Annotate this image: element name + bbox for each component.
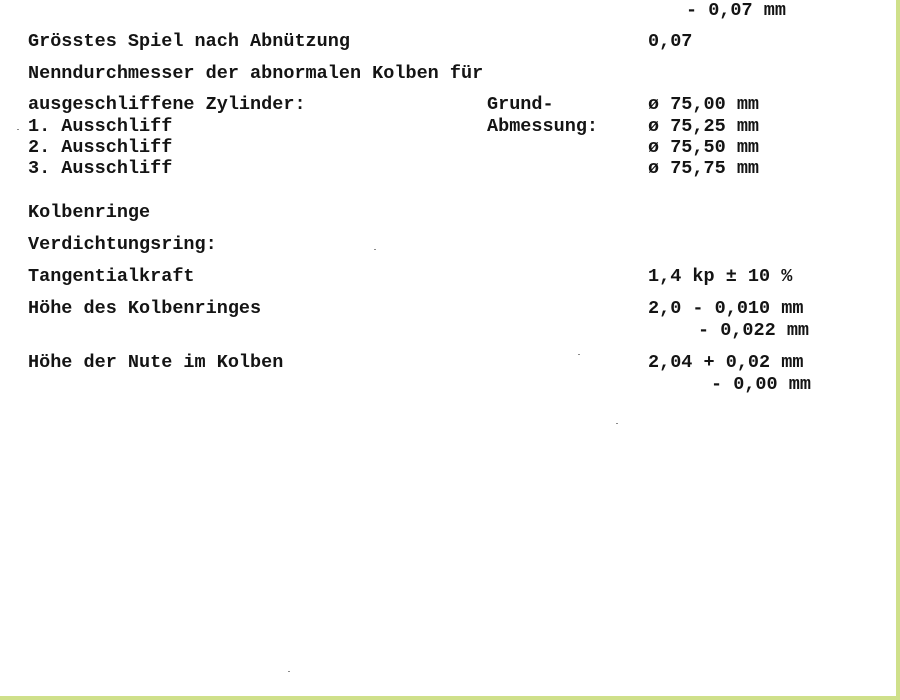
nominal-diameter-heading: Nenndurchmesser der abnormalen Kolben für xyxy=(28,63,484,84)
groove-height-label: Höhe der Nute im Kolben xyxy=(28,352,284,373)
compression-ring-subheading: Verdichtungsring: xyxy=(28,234,217,255)
diameter-value-3: ø 75,75 mm xyxy=(648,158,760,179)
scan-speck xyxy=(17,129,19,130)
nominal-diameter-subheading: ausgeschliffene Zylinder: xyxy=(28,94,306,115)
diameter-value-2: ø 75,50 mm xyxy=(648,137,760,158)
piston-rings-heading: Kolbenringe xyxy=(28,202,151,223)
scan-speck xyxy=(616,423,618,424)
diameter-value-base: ø 75,00 mm xyxy=(648,94,760,115)
max-play-label: Grösstes Spiel nach Abnützung xyxy=(28,31,350,52)
top-tolerance-value: - 0,07 mm xyxy=(686,0,786,21)
ausschliff-3-label: 3. Ausschliff xyxy=(28,158,173,179)
diameter-value-1: ø 75,25 mm xyxy=(648,116,760,137)
ring-height-value-line1: 2,0 - 0,010 mm xyxy=(648,298,804,319)
grund-label: Grund- xyxy=(487,94,554,115)
ausschliff-1-label: 1. Ausschliff xyxy=(28,116,173,137)
ring-height-value-line2: - 0,022 mm xyxy=(698,320,810,341)
scan-speck xyxy=(288,671,290,672)
groove-height-value-line1: 2,04 + 0,02 mm xyxy=(648,352,804,373)
groove-height-value-line2: - 0,00 mm xyxy=(711,374,811,395)
ring-height-label: Höhe des Kolbenringes xyxy=(28,298,262,319)
scan-speck xyxy=(374,249,376,250)
abmessung-label: Abmessung: xyxy=(487,116,599,137)
ausschliff-2-label: 2. Ausschliff xyxy=(28,137,173,158)
tangential-force-value: 1,4 kp ± 10 % xyxy=(648,266,793,287)
tangential-force-label: Tangentialkraft xyxy=(28,266,195,287)
max-play-value: 0,07 xyxy=(648,31,693,52)
scan-speck xyxy=(578,354,580,355)
